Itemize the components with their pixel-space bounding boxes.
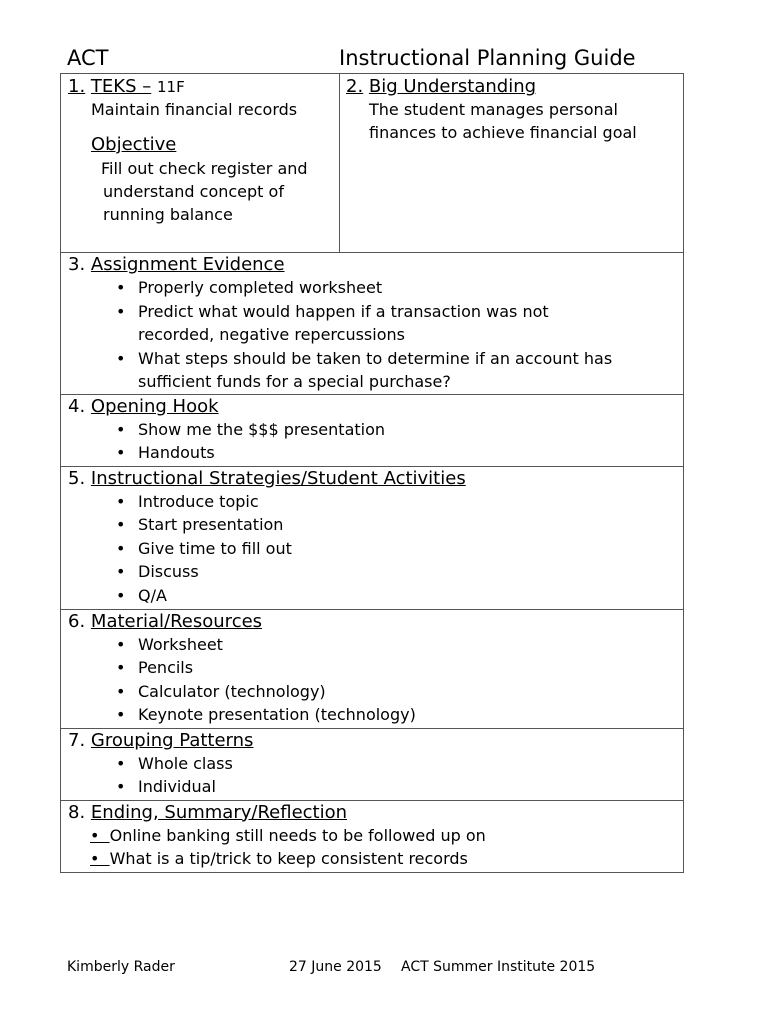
footer-event: ACT Summer Institute 2015 (401, 959, 596, 975)
bullet-underlined: • (90, 825, 100, 845)
list-item: • Predict what would happen if a transaction was not recorded, negative repercussions (116, 300, 616, 347)
section-number: 1. (68, 76, 86, 97)
section-material-resources (61, 609, 684, 728)
section-teks (61, 74, 340, 253)
list-item: • Worksheet (116, 633, 683, 657)
section-number: 6. (68, 610, 86, 632)
section-ending-summary (61, 800, 684, 872)
list-item: • Online banking still needs to be followed up on (90, 825, 486, 845)
section-number: 4. (68, 395, 86, 417)
section-heading: TEKS – (90, 76, 152, 97)
section-number: 7. (68, 729, 86, 751)
footer-date: 27 June 2015 (289, 959, 382, 975)
list-item: • Handouts (116, 441, 683, 465)
section-number: 2. (346, 76, 364, 97)
section-number: 8. (68, 801, 86, 823)
list-item: • Whole class (116, 752, 683, 776)
list-item: • What is a tip/trick to keep consistent records (90, 848, 468, 868)
objective-text: Fill out check register and understand concept of running balance (101, 159, 308, 224)
list-item: • Keynote presentation (technology) (116, 703, 683, 727)
footer-author: Kimberly Rader (67, 959, 175, 975)
list-item: • Discuss (116, 560, 683, 584)
list-item: • Pencils (116, 656, 683, 680)
section-heading: Grouping Patterns (90, 729, 254, 751)
list-item: • Show me the $$$ presentation (116, 418, 683, 442)
header-title-left: ACT (67, 46, 109, 70)
list-item: • Individual (116, 775, 683, 799)
section-number: 3. (68, 254, 86, 275)
section-heading: Material/Resources (90, 610, 263, 632)
teks-code: 11F (156, 78, 185, 96)
section-opening-hook (61, 394, 684, 466)
section-number: 5. (68, 467, 86, 489)
section-instructional-strategies (61, 466, 684, 609)
objective-heading: Objective (91, 134, 177, 155)
big-understanding-text: The student manages personal finances to achieve financial goal (369, 100, 637, 142)
section-assignment-evidence (61, 253, 684, 395)
section-heading: Ending, Summary/Reflection (90, 801, 348, 823)
list-item: • Properly completed worksheet (116, 276, 616, 300)
section-heading: Big Understanding (368, 76, 537, 97)
list-item: • Q/A (116, 584, 683, 608)
list-item: • Introduce topic (116, 490, 683, 514)
section-heading: Instructional Strategies/Student Activities (90, 467, 466, 489)
bullet-underlined: • (90, 848, 100, 868)
list-item: • Start presentation (116, 513, 683, 537)
teks-text: Maintain financial records (91, 100, 298, 119)
section-big-understanding (340, 74, 684, 253)
planning-guide-table (60, 73, 684, 873)
section-grouping-patterns (61, 728, 684, 800)
header-title-right: Instructional Planning Guide (339, 46, 636, 70)
list-item: • Give time to fill out (116, 537, 683, 561)
list-item: • Calculator (technology) (116, 680, 683, 704)
section-heading: Assignment Evidence (90, 254, 285, 275)
section-heading: Opening Hook (90, 395, 219, 417)
list-item: • What steps should be taken to determine if an account has sufficient funds for a special purchase? (116, 347, 616, 394)
